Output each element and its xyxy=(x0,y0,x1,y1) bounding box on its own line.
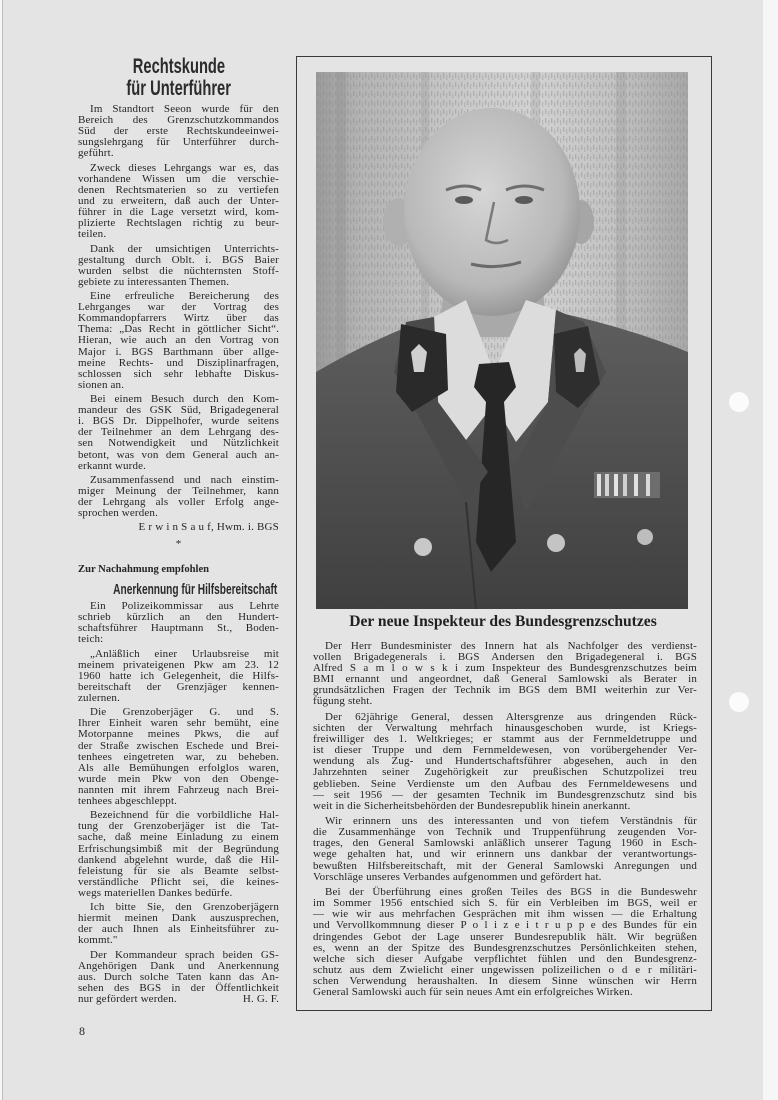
author-signature: E r w i n S a u f, Hwm. i. BGS xyxy=(138,521,279,534)
text-line: welche sich dieser Aufgabe verpflichtet fühlen und den Bundesgrenz- xyxy=(313,952,697,965)
text-line: meine Rechts- und Disziplinarfragen, xyxy=(78,356,279,369)
text-line: sprochen werden. xyxy=(78,507,158,520)
text-line: schutz aus dem Zwielicht einer ungewissen polizeilichen o d e r militäri- xyxy=(313,963,697,976)
text-line: — wie wir aus mehrfachen Gesprächen mit ihm wissen — die Erhaltung xyxy=(313,908,697,921)
text-line: Thema: „Das Recht in göttlicher Sicht“. xyxy=(78,323,279,336)
text-line: plizierte Rechtslagen richtig zu beur- xyxy=(78,217,279,230)
text-line: Ihrer Einheit waren sehr bemüht, eine xyxy=(78,717,279,730)
portrait-photo-icon xyxy=(316,72,688,609)
text-line: sionen an. xyxy=(78,378,125,391)
feature-title: Der neue Inspekteur des Bundesgrenzschutzes xyxy=(349,613,657,630)
text-line: Die Grenzoberjäger G. und S. xyxy=(90,706,279,719)
paragraph xyxy=(78,104,279,159)
text-line: der Straße zwischen Eschede und Brei- xyxy=(78,739,279,752)
text-line: 1960 hatte ich Gelegenheit, die Hilfs- xyxy=(78,669,279,682)
paragraph xyxy=(78,394,279,472)
text-line: wurde mein Pkw von den Obenge- xyxy=(78,772,279,785)
text-line: Alfred S a m l o w s k i zum Inspekteur des Bundesgrenzschutzes beim xyxy=(313,662,697,675)
punch-hole xyxy=(729,692,749,712)
text-line: sichten der Verwaltung mehrfach hinausgeschoben wurde, ist Kriegs- xyxy=(313,722,697,735)
text-line: Jahrzehnten seiner Zugehörigkeit zur preußischen Schutzpolizei treu xyxy=(313,766,697,779)
text-line: General Samlowski auch für sein neues Amt ein erfolgreiches Wirken. xyxy=(313,985,633,998)
text-line: Der 62jährige General, dessen Altersgrenze aus dringenden Rück- xyxy=(325,710,697,723)
article-inspekteur-body xyxy=(313,641,697,998)
text-line: bewußten Hilfsbereitschaft, mit der General Samlowski Anregungen und xyxy=(313,859,697,872)
text-line: grundsätzlichen Fragen der Technik im BGS dem BMI weiterhin zur Ver- xyxy=(313,684,697,697)
text-line: der Teilnehmer an dem Lehrgang des- xyxy=(78,426,279,439)
text-line: der auch Ihnen als Einheitsführer zu- xyxy=(78,923,279,936)
text-line: Erfrischungsimbiß mit der Begründung xyxy=(78,842,279,855)
text-line: Angehörigen Dank und Anerkennung xyxy=(78,959,279,972)
article-anerkennung xyxy=(78,564,279,1005)
text-line: sache, daß meine Einladung zu einem xyxy=(78,831,279,844)
portrait-photo xyxy=(316,72,688,609)
text-line: schrieb kürzlich an den Hundert- xyxy=(78,611,279,624)
paragraph xyxy=(313,641,697,708)
text-line: bereitschaft der Grenzjäger kennen- xyxy=(78,680,279,693)
text-line: tung der Grenzoberjäger ist die Tat- xyxy=(78,820,279,833)
text-line: dankend abgelehnt wurde, daß die Hil- xyxy=(78,853,279,866)
text-line: teich: xyxy=(78,633,104,646)
paragraph xyxy=(313,887,697,998)
text-line: Lehrganges war der Vortrag des xyxy=(78,301,279,314)
paragraph-closing xyxy=(78,950,279,1005)
text-line: und zu erweitern, daß auch der Unter- xyxy=(78,194,279,207)
text-line: gestaltung durch Oblt. i. BGS Baier xyxy=(78,253,279,266)
article-title-line-2 xyxy=(78,78,279,100)
text-line: schlossen sich sehr lebhafte Diskus- xyxy=(78,367,279,380)
paragraph xyxy=(78,902,279,946)
text-line: mandeur des GSK Süd, Brigadegeneral xyxy=(78,404,279,417)
title-text: Anerkennung für Hilfsbereitschaft xyxy=(113,582,278,598)
paragraph xyxy=(313,712,697,812)
text-line: freiwilliger des 1. Weltkrieges; er stammt aus der Fernmeldetruppe und xyxy=(313,733,697,746)
text-line: weit in die Sicherheitsbehörden der Bundesrepublik hinein anerkannt. xyxy=(313,799,631,812)
text-line: vorhandene Wissen um die verschie- xyxy=(78,172,279,185)
text-line: dringendes Gebot der Lage unserer Bundesrepublik hält. Wir begrüßen xyxy=(313,930,697,943)
text-line: wege gehalten hat, und wir erinnern uns dankbar der verantwortungs- xyxy=(313,848,697,861)
text-line: i. BGS Dr. Dippelhofer, wurde seitens xyxy=(78,415,279,428)
title-text: Rechtskunde xyxy=(132,55,225,78)
text-line: schaftsführer Hauptmann St., Boden- xyxy=(78,622,279,635)
text-line: nannten mit ihrem Fahrzeug nach Brei- xyxy=(78,783,279,796)
text-line: Im Standtort Seeon wurde für den xyxy=(90,103,279,115)
text-line: geblieben. Seine Verdienste um den Aufbau des Fernmeldewesens und xyxy=(313,777,697,790)
article-title xyxy=(78,583,279,598)
title-text: für Unterführer xyxy=(126,77,231,100)
text-line: feleistung für sie als Beamte selbst- xyxy=(78,864,279,877)
text-line: miger Meinung der Teilnehmer, kann xyxy=(78,485,279,498)
text-line: verständliche Pflicht sei, die keines- xyxy=(78,875,279,888)
text-line: ist dieser Truppe und dem Fernmeldewesen, von vorübergehender Ver- xyxy=(313,744,697,757)
text-line: Dank der umsichtigen Unterrichts- xyxy=(90,242,279,255)
text-line: — seit 1956 — der gesamten Technik im Bundesgrenzschutz sind bis xyxy=(313,788,697,801)
text-line: Vorschläge unseres Verbandes aufgenommen und gefördert hat. xyxy=(313,870,602,883)
paragraph xyxy=(78,649,279,704)
punch-hole xyxy=(729,392,749,412)
text-line: Bei der Überführung eines großen Teiles des BGS in die Bundeswehr xyxy=(325,886,697,899)
text-line: führer in die Lage versetzt wird, kom- xyxy=(78,206,279,219)
paragraph xyxy=(78,810,279,899)
text-line: Zweck dieses Lehrgangs war es, das xyxy=(90,161,279,174)
text-line: vollen Brigadegenerals i. BGS Andersen den Brigadegeneral i. BGS xyxy=(313,651,697,664)
paragraph xyxy=(78,601,279,645)
text-line: wurden selbst die nüchternsten Stoff- xyxy=(78,264,279,277)
text-line: Ein Polizeikommissar aus Lehrte xyxy=(90,600,279,612)
text-line: der Lehrgang als voller Erfolg ange- xyxy=(78,496,279,509)
text-line: denen Rechtsmaterien so zu vertiefen xyxy=(78,183,279,196)
text-line: Bezeichnend für die vorbildliche Hal- xyxy=(90,809,279,822)
text-line: im Sommer 1956 entschied sich S. für ein Verbleiben im BGS, weil er xyxy=(313,897,697,910)
paragraph xyxy=(78,163,279,241)
text-line: fügung steht. xyxy=(313,695,373,708)
text-line: Bei einem Besuch durch den Kom- xyxy=(90,393,279,406)
text-line: Als alle Bemühungen erfolglos waren, xyxy=(78,761,279,774)
text-line: sen Notwendigkeit und Nützlichkeit xyxy=(78,437,279,450)
text-line: aus. Durch solche Taten kann das An- xyxy=(78,970,279,983)
text-line: Ich bitte Sie, den Grenzoberjägern xyxy=(90,901,279,914)
text-line: tenhees eingetreten war, zu beheben. xyxy=(78,750,279,763)
text-line: kommt." xyxy=(78,934,118,947)
section-separator: * xyxy=(175,538,182,551)
text-line: es, wenn an der Spitze des Bundesgrenzschutzes Persönlichkeiten stehen, xyxy=(313,941,697,954)
text-line: trages, den General Samlowski anläßlich unserer Tagung 1960 in Esch- xyxy=(313,837,697,850)
text-line: betont, was von dem General auch an- xyxy=(78,448,279,461)
text-line: wendung als Zug- und Hundertschaftsführer abgesehen, auch in den xyxy=(313,755,697,768)
text-line: erkannt wurde. xyxy=(78,459,147,472)
text-line: geführt. xyxy=(78,147,114,160)
text-line: Zusammenfassend und nach einstim- xyxy=(90,473,279,486)
text-line: Wir erinnern uns des interessanten und von tiefem Verständnis für xyxy=(325,815,697,828)
paragraph xyxy=(78,707,279,807)
text-line: BMI ernannt und angeordnet, daß General Samlowski als Berater in xyxy=(313,673,697,686)
text-line: Der Kommandeur sprach beiden GS- xyxy=(90,948,279,961)
text-line: meinem privateigenen Pkw am 23. 12 xyxy=(78,658,279,671)
text-line: Motorpanne meines Pkws, die auf xyxy=(78,728,279,741)
text-line: Bereich des Grenzschutzkommandos xyxy=(78,114,279,127)
text-line: tenhees abgeschleppt. xyxy=(78,794,178,807)
text-line: sungslehrgang für Unterführer durch- xyxy=(78,136,279,149)
text-line: Major i. BGS Barthmann über allge- xyxy=(78,345,279,358)
text-line: nur gefördert werden. xyxy=(78,993,177,1006)
page-number: 8 xyxy=(79,1024,85,1038)
text-line: sehen des BGS in der Öffentlichkeit xyxy=(78,982,279,995)
text-line: Der Herr Bundesminister des Innern hat als Nachfolger des verdienst- xyxy=(325,640,697,652)
text-line: wegs materiellen Dankes bedürfe. xyxy=(78,886,233,899)
text-line: hiermit meinen Dank auszusprechen, xyxy=(78,912,279,925)
author-initials: H. G. F. xyxy=(242,993,279,1006)
text-line: und Vervollkommnung dieser P o l i z e i t r u p p e des Bundes für ein xyxy=(313,919,697,932)
article-rechtskunde xyxy=(78,56,279,550)
text-line: Hieran, wie auch an den Vortrag von xyxy=(78,334,279,347)
text-line: Kommandopfarrers Wirtz über das xyxy=(78,312,279,325)
text-line: teilen. xyxy=(78,228,107,241)
text-line: zulernen. xyxy=(78,691,120,704)
article-title-line-1 xyxy=(78,56,279,78)
text-line: schen Verwendung heraushalten. In diesem Sinne wünschen wir Herrn xyxy=(313,974,697,987)
paragraph xyxy=(313,816,697,883)
text-line: Süd der erste Rechtskundeeinwei- xyxy=(78,125,279,138)
paragraph xyxy=(78,291,279,391)
article-kicker: Zur Nachahmung empfohlen xyxy=(78,564,210,575)
text-line: die Zusammenhänge von Technik und Truppenführung zeugenden Vor- xyxy=(313,826,697,839)
text-line: Eine erfreuliche Bereicherung des xyxy=(90,290,279,303)
paragraph xyxy=(78,244,279,288)
text-line: gebiete zu interessanten Themen. xyxy=(78,275,230,288)
paragraph xyxy=(78,475,279,519)
text-line: „Anläßlich einer Urlaubsreise mit xyxy=(90,647,279,660)
